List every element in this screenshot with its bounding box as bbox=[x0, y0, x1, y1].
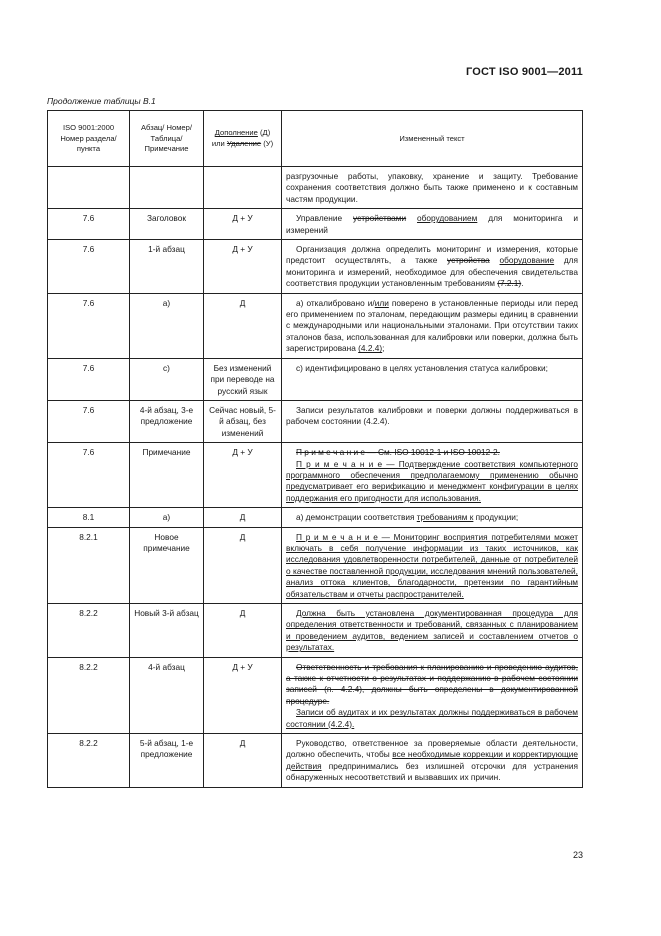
text-run: Руководство, ответственное за проверяемые области деятельности, должно обеспечить, чтобы bbox=[286, 738, 578, 760]
cell-text bbox=[282, 508, 583, 527]
text-run: а) откалибровано и/ bbox=[296, 297, 375, 308]
cell-text bbox=[282, 604, 583, 658]
added-text: требованиям к bbox=[416, 512, 474, 523]
page-number: 23 bbox=[572, 850, 583, 860]
header-delete-code: (У) bbox=[263, 139, 274, 148]
cell-section: 7.6 bbox=[48, 293, 130, 358]
text-run: . bbox=[521, 278, 524, 289]
cell-paragraph: а) bbox=[130, 508, 204, 527]
table-row bbox=[48, 604, 583, 658]
added-text: оборудованием bbox=[417, 213, 478, 224]
table-row bbox=[48, 400, 583, 442]
text-run: продукции; bbox=[473, 512, 519, 523]
table-row bbox=[48, 527, 583, 603]
deleted-text: устройствами bbox=[353, 213, 407, 224]
cell-section: 7.6 bbox=[48, 443, 130, 508]
cell-change-type: Д bbox=[204, 734, 282, 788]
text-run: предпринимались без излишней отсрочки для устранения обнаруженных несоответствий и вызвавших их причин. bbox=[286, 760, 578, 783]
added-note: П р и м е ч а н и е — Подтверждение соответствия компьютерного программного обеспечения предполагаемому применению обычно предусматривает его верификацию и менеджмент конфигурации в целях поддержания его пригодности для использования. bbox=[286, 458, 578, 503]
cell-change-type: Д + У bbox=[204, 657, 282, 733]
cell-section: 8.2.2 bbox=[48, 604, 130, 658]
cell-section bbox=[48, 167, 130, 209]
text-run: для мониторинга и измерений, необходимое для обеспечения свидетельства соответствия продукции установленным требованиям bbox=[286, 255, 578, 289]
text-paragraph: разгрузочные работы, упаковку, хранение и защиту. Требование сохранения соответствия должно быть также применено и к составным частям продукции. bbox=[286, 171, 578, 204]
added-text: оборудование bbox=[499, 255, 555, 266]
header-paragraph: Абзац/ Номер/ Таблица/ Примечание bbox=[130, 111, 204, 167]
cell-paragraph: 5-й абзац, 1-е предложение bbox=[130, 734, 204, 788]
cell-text bbox=[282, 293, 583, 358]
cell-section: 7.6 bbox=[48, 240, 130, 294]
cell-change-type: Д + У bbox=[204, 443, 282, 508]
table-row bbox=[48, 657, 583, 733]
text-run bbox=[490, 255, 500, 265]
text-paragraph: Записи результатов калибровки и поверки должны поддерживаться в рабочем состоянии (4.2.4). bbox=[286, 404, 578, 427]
table-row bbox=[48, 443, 583, 508]
added-paragraph: Записи об аудитах и их результатах должны поддерживаться в рабочем состоянии (4.2.4). bbox=[286, 707, 578, 729]
text-run: поверено в установленные периоды или перед его применением по эталонам, передающим размеры единиц в сравнении с международными или национальными эталонами. При отсутствии таких эталонов база, использованная для калибровки или поверки, должна быть зарегистрирована bbox=[286, 297, 578, 354]
text-run: Организация должна определить мониторинг и измерения, которые предстоит осуществлять, а также bbox=[286, 244, 578, 266]
cell-change-type: Без изменений при переводе на русский язык bbox=[204, 358, 282, 400]
cell-paragraph: 4-й абзац, 3-е предложение bbox=[130, 400, 204, 442]
text-paragraph bbox=[286, 512, 578, 523]
changes-table bbox=[47, 110, 583, 788]
cell-section: 7.6 bbox=[48, 400, 130, 442]
cell-text bbox=[282, 400, 583, 442]
deleted-text: устройства bbox=[447, 255, 490, 266]
header-or-label: или bbox=[211, 139, 225, 148]
cell-change-type bbox=[204, 167, 282, 209]
cell-text bbox=[282, 240, 583, 294]
table-row bbox=[48, 358, 583, 400]
cell-text bbox=[282, 167, 583, 209]
text-run: для мониторинга и измерений bbox=[286, 213, 578, 235]
header-iso-section: ISO 9001:2000 Номер раздела/ пункта bbox=[48, 111, 130, 167]
header-add-label: Дополнение bbox=[214, 128, 258, 138]
cell-text bbox=[282, 358, 583, 400]
cell-paragraph: 1-й абзац bbox=[130, 240, 204, 294]
added-note: П р и м е ч а н и е — Мониторинг восприятия потребителями может включать в себя получение информации из таких источников, как исследования удовлетворенности потребителей, данные от потребителей о качестве поставленной продукции, исследования мнений пользователей, анализ оттока клиентов, благодарности, претензии по гарантийным обязательствам и отчеты распространителей. bbox=[286, 531, 578, 599]
cell-paragraph: 4-й абзац bbox=[130, 657, 204, 733]
added-text: все необходимые коррекции и корректирующие действия bbox=[286, 749, 578, 771]
table-row bbox=[48, 293, 583, 358]
text-run bbox=[406, 213, 417, 223]
added-text: (4.2.4) bbox=[358, 343, 383, 354]
cell-text bbox=[282, 443, 583, 508]
deleted-note: П р и м е ч а н и е — См. ISO 10012-1 и ISO 10012-2. bbox=[296, 447, 500, 458]
table-row bbox=[48, 209, 583, 240]
header-changed-text: Измененный текст bbox=[282, 111, 583, 167]
cell-paragraph: с) bbox=[130, 358, 204, 400]
cell-paragraph: Новое примечание bbox=[130, 527, 204, 603]
cell-paragraph: Заголовок bbox=[130, 209, 204, 240]
deleted-paragraph: Ответственность и требования к планированию и проведению аудитов, а также к отчетности о результатах и поддержанию в рабочем состоянии записей (п. 4.2.4), должны быть определены в документированной процедуре. bbox=[286, 661, 578, 706]
cell-change-type: Д bbox=[204, 527, 282, 603]
cell-change-type: Д bbox=[204, 293, 282, 358]
deleted-text: (7.2.1) bbox=[497, 278, 522, 289]
cell-text bbox=[282, 734, 583, 788]
text-paragraph bbox=[286, 244, 578, 290]
text-run: ; bbox=[382, 343, 385, 354]
cell-section: 8.2.1 bbox=[48, 527, 130, 603]
cell-change-type: Д bbox=[204, 508, 282, 527]
text-paragraph: с) идентифицировано в целях установления статуса калибровки; bbox=[296, 362, 548, 373]
document-header: ГОСТ ISO 9001—2011 bbox=[465, 66, 583, 78]
header-add-delete bbox=[204, 111, 282, 167]
cell-section: 8.2.2 bbox=[48, 734, 130, 788]
table-row bbox=[48, 167, 583, 209]
added-text: или bbox=[374, 297, 389, 308]
cell-paragraph: Новый 3-й абзац bbox=[130, 604, 204, 658]
table-row bbox=[48, 734, 583, 788]
text-run: а) демонстрации соответствия bbox=[296, 512, 417, 523]
cell-paragraph: Примечание bbox=[130, 443, 204, 508]
cell-section: 7.6 bbox=[48, 358, 130, 400]
cell-section: 7.6 bbox=[48, 209, 130, 240]
cell-text bbox=[282, 209, 583, 240]
table-row bbox=[48, 240, 583, 294]
cell-paragraph bbox=[130, 167, 204, 209]
cell-change-type: Сейчас новый, 5-й абзац, без изменений bbox=[204, 400, 282, 442]
table-row bbox=[48, 508, 583, 527]
cell-text bbox=[282, 527, 583, 603]
header-add-code: (Д) bbox=[260, 128, 271, 138]
added-paragraph: Должна быть установлена документированная процедура для определения ответственности и требований, связанных с планированием и проведением аудитов, ведением записей и составлением отчетов о результатах. bbox=[286, 608, 578, 653]
text-paragraph bbox=[286, 213, 578, 236]
table-caption: Продолжение таблицы В.1 bbox=[47, 96, 156, 106]
cell-paragraph: а) bbox=[130, 293, 204, 358]
text-paragraph bbox=[286, 298, 578, 355]
cell-change-type: Д + У bbox=[204, 209, 282, 240]
text-paragraph bbox=[286, 738, 578, 784]
cell-text bbox=[282, 657, 583, 733]
table-header-row bbox=[48, 111, 583, 167]
text-run: Управление bbox=[296, 213, 354, 224]
header-delete-label: Удаление bbox=[226, 139, 262, 148]
cell-change-type: Д bbox=[204, 604, 282, 658]
cell-section: 8.1 bbox=[48, 508, 130, 527]
cell-change-type: Д + У bbox=[204, 240, 282, 294]
cell-section: 8.2.2 bbox=[48, 657, 130, 733]
